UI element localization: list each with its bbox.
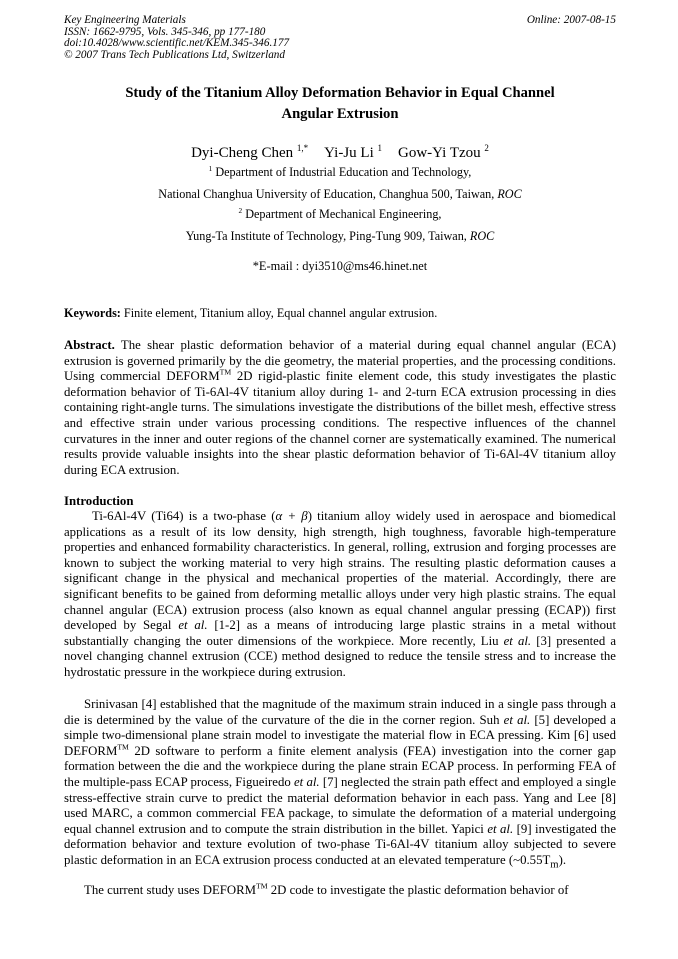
et-al: et al.	[178, 618, 208, 633]
paragraph-text: [3] presented a novel changing channel extrusion (CCE) method designed to reduce the tensile stress and to increase the hydrostatic pressure in the workpiece during extrusion.	[64, 633, 616, 679]
journal-name: Key Engineering Materials	[64, 14, 186, 26]
paragraph-text: ).	[558, 852, 567, 867]
paper-title	[64, 83, 616, 125]
abstract-text: The shear plastic deformation behavior of a material during equal channel angular (ECA) extrusion is governed primarily by the die geometry, the material properties, and the processing conditions. Using commercial DEFORM	[64, 338, 616, 384]
affiliation-1-line-2	[64, 187, 616, 202]
contact-email: *E-mail : dyi3510@ms46.hinet.net	[252, 259, 428, 273]
paragraph-text: Ti-6Al-4V (Ti64) is a two-phase (	[92, 509, 276, 523]
affiliation-text: Department of Industrial Education and Technology,	[215, 165, 472, 179]
title-line-2: Angular Extrusion	[281, 106, 399, 122]
abstract-label: Abstract.	[64, 338, 115, 352]
affiliation-2-line-1	[64, 207, 616, 222]
author-name: Gow-Yi Tzou	[398, 145, 481, 161]
author-affiliation-mark: 1	[377, 143, 383, 153]
keywords-text: Finite element, Titanium alloy, Equal channel angular extrusion.	[120, 306, 438, 320]
author-list	[64, 143, 616, 163]
affiliation-mark: 1	[208, 163, 213, 173]
section-heading: Introduction	[64, 494, 134, 508]
online-date: Online: 2007-08-15	[526, 14, 616, 26]
et-al: et al.	[487, 821, 514, 836]
greek-symbols: α + β	[275, 509, 308, 523]
affiliation-2-line-2	[64, 229, 616, 244]
keywords-label: Keywords:	[64, 306, 121, 320]
paragraph	[64, 509, 616, 681]
author-name: Dyi-Cheng Chen	[191, 145, 294, 161]
abstract-text: 2D rigid-plastic finite element code, this study investigates the plastic deformation behavior of Ti-6Al-4V titanium alloy during 1- and 2-turn ECA extrusion processing in dies containing right-angle turns. The simulations investigate the distributions of the billet mesh, effective stress and effective strain under various processing conditions. The respective influences of the channel curvatures in the inner and outer regions of the channel corner are systematically examined. The numerical results provide valuable insights into the shear plastic deformation behavior of Ti-6Al-4V titanium alloy during ECA extrusion.	[64, 369, 616, 477]
affiliation-text: Yung-Ta Institute of Technology, Ping-Tung 909, Taiwan,	[185, 229, 470, 243]
paragraph-text: The current study uses DEFORM	[84, 883, 257, 897]
paragraph	[64, 697, 616, 873]
paragraph-text: [7] neglected the strain path effect and employed a single stress-effective strain curve to predict the material deformation behavior in each pass. Yang and Lee [8] used MARC, a common commercial FEA package, to simulate the deformation of a material undergoing equal channel extrusion and to compute the strain distribution in the billet. Yapici	[64, 774, 617, 836]
affiliation-1-line-1	[64, 165, 616, 180]
et-al: et al.	[503, 712, 531, 727]
affiliation-text: National Changhua University of Education, Changhua 500, Taiwan,	[158, 187, 498, 201]
paragraph	[64, 883, 616, 899]
journal-header	[64, 15, 616, 61]
paragraph-text: [5] developed a simple two-dimensional plane strain model to investigate the material flow in ECA pressing. Kim [6] used DEFORM	[64, 712, 616, 758]
affiliation-text: Department of Mechanical Engineering,	[245, 207, 442, 221]
paragraph-text: 2D code to investigate the plastic deformation behavior of	[267, 883, 569, 897]
trademark-mark: TM	[117, 742, 129, 752]
affiliation-mark: 2	[238, 205, 243, 215]
author-affiliation-mark: 1,*	[296, 143, 309, 153]
abstract	[64, 338, 616, 478]
affiliation-country: ROC	[469, 229, 495, 243]
trademark-mark: TM	[219, 367, 232, 377]
keywords	[64, 306, 616, 321]
copyright-line: © 2007 Trans Tech Publications Ltd, Switzerland	[64, 48, 285, 61]
subscript: m	[550, 859, 559, 871]
paragraph-text: 2D software to perform a finite element analysis (FEA) investigation into the corner gap formation between the die and the workpiece during the plane strain ECAP process. In performing FEA of the multiple-pass ECAP process, Figueiredo	[64, 743, 616, 789]
author-name: Yi-Ju Li	[324, 145, 374, 161]
paragraph-text: ) titanium alloy widely used in aerospace and biomedical applications as a result of its low density, high strength, high toughness, favorable high-temperature properties and enhanced formability characteristics. In general, rolling, extrusion and forging processes are known to subject the working material to very high strains. The resulting plastic deformation causes a significant change in the physical and mechanical properties of the material. Accordingly, there are significant benefits to be gained from deforming metallic alloys under very high plastic strains. The equal channel angular (ECA) extrusion process (also known as equal channel angular pressing (ECAP)) first developed by Segal	[64, 509, 617, 633]
doi-line: doi:10.4028/www.scientific.net/KEM.345-346.177	[64, 37, 290, 49]
paragraph-text: [9] investigated the deformation behavior and texture evolution of two-phase Ti-6Al-4V titanium alloy subjected to severe plastic deformation in an ECA extrusion process conducted at an elevated temperature (~0.55T	[64, 821, 616, 867]
paragraph-text: Srinivasan [4] established that the magnitude of the maximum strain induced in a single pass through a die is determined by the value of the curvature of the die in the corner region. Suh	[64, 697, 616, 727]
issn-line: ISSN: 1662-9795, Vols. 345-346, pp 177-180	[64, 25, 266, 38]
et-al: et al.	[503, 633, 532, 648]
paragraph-text: [1-2] as a means of introducing large plastic strains in a metal without substantially changing the outer dimensions of the workpiece. More recently, Liu	[64, 618, 616, 648]
trademark-mark: TM	[256, 881, 268, 891]
title-line-1: Study of the Titanium Alloy Deformation Behavior in Equal Channel	[125, 85, 555, 101]
author-affiliation-mark: 2	[484, 143, 489, 153]
affiliation-country: ROC	[497, 187, 522, 201]
et-al: et al.	[293, 774, 320, 789]
